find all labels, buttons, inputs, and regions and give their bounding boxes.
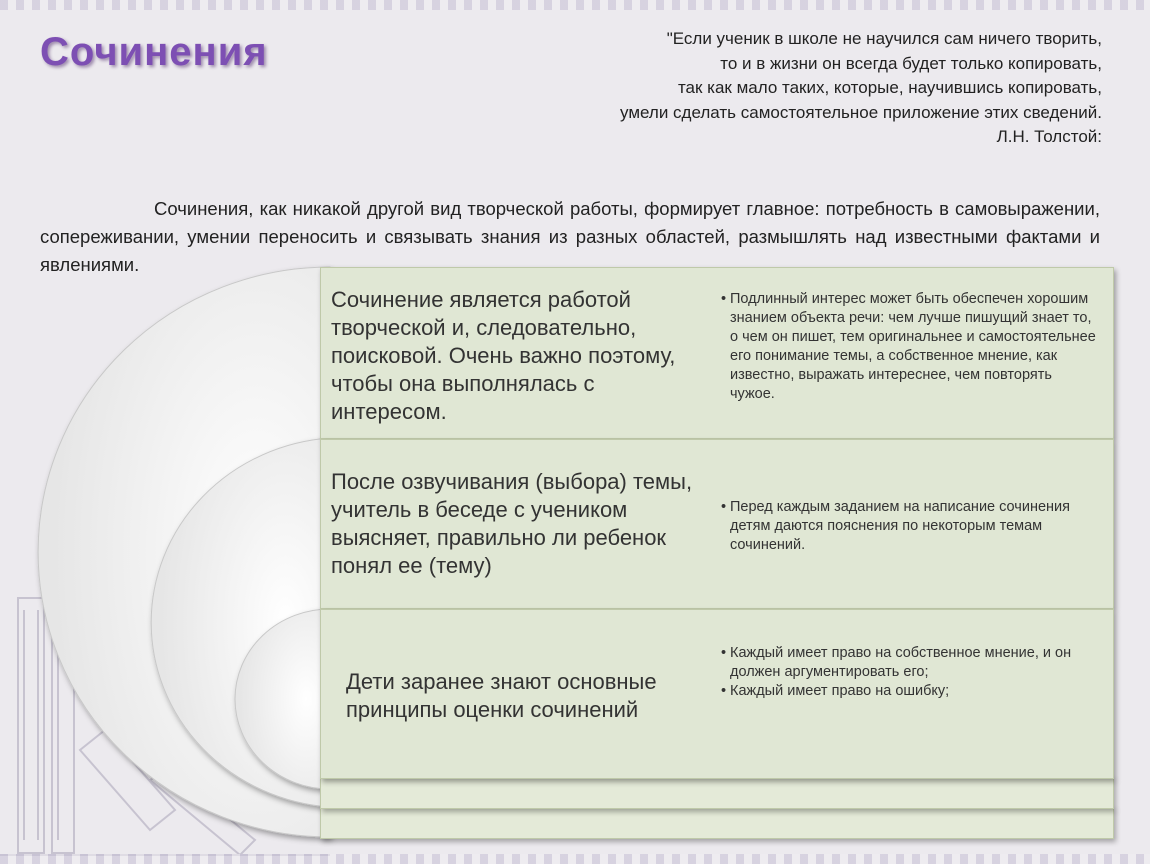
diagram-row-3: [320, 609, 1114, 779]
intro-paragraph: Сочинения, как никакой другой вид творческой работы, формирует главное: потребность в самовыражении, сопереживании, умении переносить и связывать знания из разных областей, размышлять над известными фактами и явлениями.: [40, 197, 1100, 275]
tolstoy-quote: [482, 27, 1102, 150]
bullet-item: • Каждый имеет право на ошибку;: [730, 682, 1099, 701]
row-bullets: [721, 498, 1099, 555]
bottom-strip: [320, 807, 1114, 839]
decorative-border-bottom: [0, 854, 1150, 864]
page-title: Сочинения: [40, 30, 268, 74]
diagram-row-2: [320, 439, 1114, 609]
bullet-item: • Каждый имеет право на собственное мнение, и он должен аргументировать его;: [730, 644, 1099, 682]
quote-line: "Если ученик в школе не научился сам ничего творить,: [666, 29, 1102, 48]
nested-arc-diagram: [0, 262, 1150, 862]
row-main-text: Сочинение является работой творческой и, следовательно, поисковой. Очень важно поэтому, чтобы она выполнялась с интересом.: [331, 287, 676, 424]
bullet-item: • Подлинный интерес может быть обеспечен хорошим знанием объекта речи: чем лучше пишущий знает то, о чем он пишет, тем оригинальнее и самостоятельнее его понимание темы, а собственное мнение, как известно, выражать интереснее, чем повторять чужое.: [730, 290, 1099, 404]
bottom-strip: [320, 777, 1114, 809]
quote-author: Л.Н. Толстой:: [996, 127, 1102, 146]
diagram-row-1: [320, 267, 1114, 439]
quote-line: так как мало таких, которые, научившись копировать,: [677, 78, 1102, 97]
quote-line: то и в жизни он всегда будет только копировать,: [720, 53, 1102, 73]
row-bullets: [721, 644, 1099, 701]
row-bullets: [721, 290, 1099, 404]
decorative-border-top: [0, 0, 1150, 10]
quote-line: умели сделать самостоятельное приложение этих сведений.: [620, 102, 1102, 122]
row-main-text: После озвучивания (выбора) темы, учитель в беседе с учеником выясняет, правильно ли ребенок понял ее (тему): [331, 469, 693, 578]
row-main-text: Дети заранее знают основные принципы оценки сочинений: [346, 669, 657, 722]
bullet-item: • Перед каждым заданием на написание сочинения детям даются пояснения по некоторым темам сочинений.: [730, 498, 1099, 555]
